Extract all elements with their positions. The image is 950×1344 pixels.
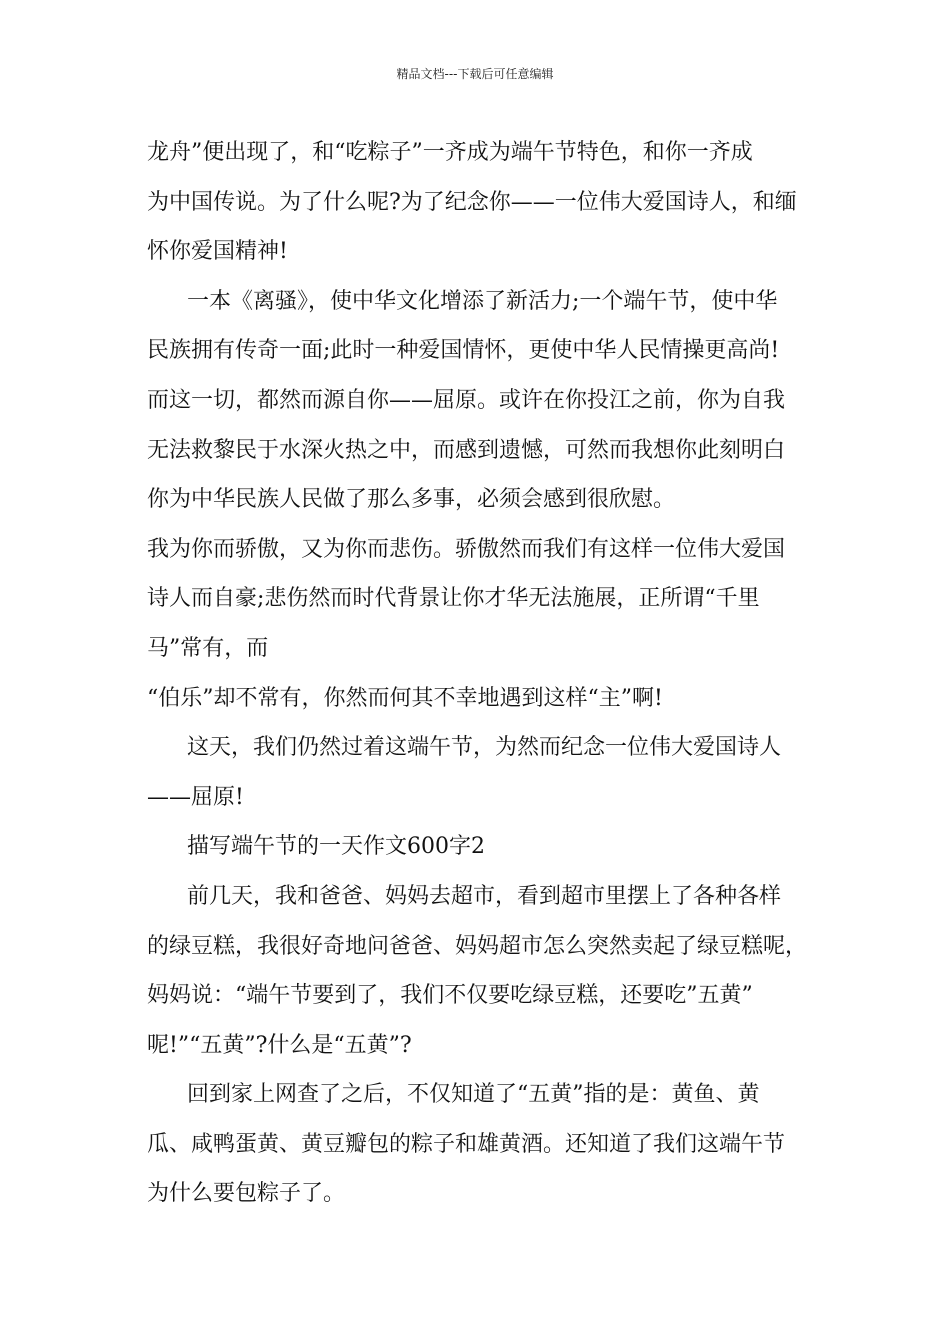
text-line: 无法救黎民于水深火热之中，而感到遗憾，可然而我想你此刻明白 (147, 437, 786, 463)
text-line: 民族拥有传奇一面;此时一种爱国情怀，更使中华人民情操更高尚! (147, 338, 780, 364)
text-line: 你为中华民族人民做了那么多事，必须会感到很欣慰。 (147, 487, 676, 513)
text-line: 瓜、咸鸭蛋黄、黄豆瓣包的粽子和雄黄酒。还知道了我们这端午节 (147, 1131, 786, 1157)
text-line: “伯乐”却不常有，你然而何其不幸地遇到这样“主”啊! (147, 685, 663, 711)
document-body (147, 128, 827, 1219)
text-line: 怀你爱国精神! (147, 239, 288, 265)
text-line: 描写端午节的一天作文600字2 (187, 834, 485, 860)
text-line: 前几天，我和爸爸、妈妈去超市，看到超市里摆上了各种各样 (187, 883, 782, 909)
text-line: 为中国传说。为了什么呢?为了纪念你——一位伟大爱国诗人，和缅 (147, 189, 797, 215)
text-line: 这天，我们仍然过着这端午节，为然而纪念一位伟大爱国诗人 (187, 735, 782, 761)
text-line: 的绿豆糕，我很好奇地问爸爸、妈妈超市怎么突然卖起了绿豆糕呢， (147, 933, 808, 959)
text-line: ——屈原! (147, 784, 244, 810)
text-line: 呢!”“五黄”?什么是“五黄”? (147, 1032, 412, 1058)
text-line: 龙舟”便出现了，和“吃粽子”一齐成为端午节特色，和你一齐成 (147, 140, 753, 165)
text-line: 为什么要包粽子了。 (147, 1181, 346, 1207)
text-line: 诗人而自豪;悲伤然而时代背景让你才华无法施展，正所谓“千里 (147, 586, 760, 612)
text-line: 而这一切，都然而源自你——屈原。或许在你投江之前，你为自我 (147, 387, 786, 413)
page-header: 精品文档---下载后可任意编辑 (396, 67, 554, 81)
text-line: 我为你而骄傲，又为你而悲伤。骄傲然而我们有这样一位伟大爱国 (147, 536, 786, 562)
text-line: 妈妈说：“端午节要到了，我们不仅要吃绿豆糕，还要吃”五黄” (147, 983, 753, 1009)
text-line: 回到家上网查了之后，不仅知道了“五黄”指的是：黄鱼、黄 (187, 1082, 760, 1108)
text-line: 一本《离骚》，使中华文化增添了新活力;一个端午节，使中华 (187, 288, 778, 314)
text-line: 马”常有，而 (147, 635, 269, 661)
